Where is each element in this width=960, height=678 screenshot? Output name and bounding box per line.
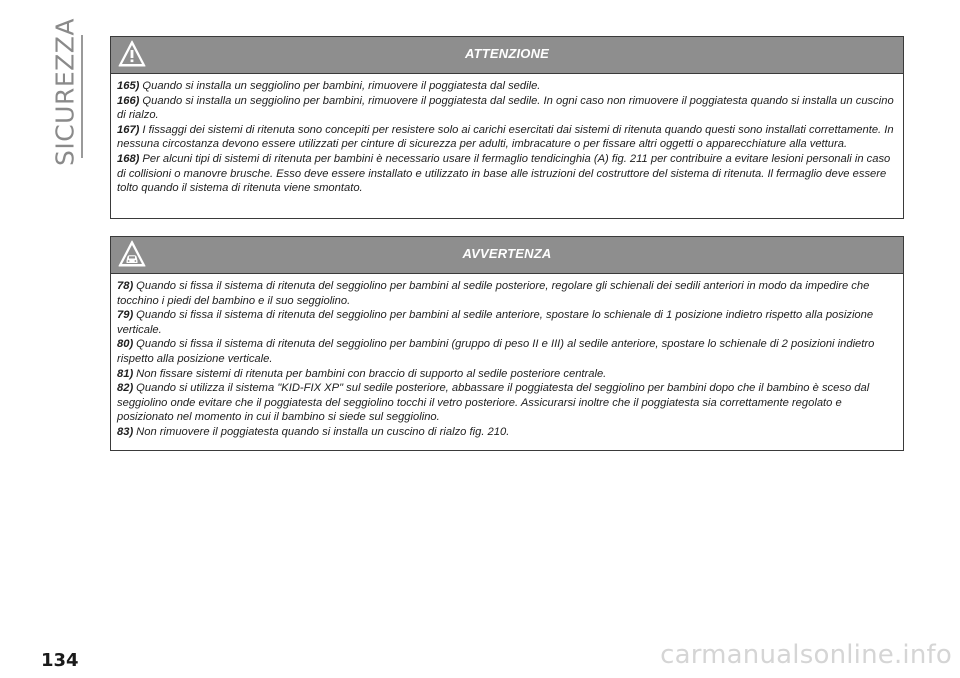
note-number: 166) — [117, 94, 140, 107]
note-text: Quando si installa un seggiolino per bambini, rimuovere il poggiatesta dal sedile. — [142, 80, 541, 92]
note-text: I fissaggi dei sistemi di ritenuta sono concepiti per resistere solo ai carichi esercitati dai sistemi di ritenuta quando questi sono installati correttamente. In nessuna circostanza devono essere utilizzati per cinture di sicurezza per adulti, imbracature o per fissare altri oggetti o apparecchiature alla vettura. — [117, 123, 894, 151]
note-number: 165) — [117, 80, 140, 92]
note-number: 78) — [117, 280, 134, 292]
avvertenza-header — [111, 237, 903, 274]
avvertenza-title: AVVERTENZA — [462, 246, 552, 261]
note-text: Quando si fissa il sistema di ritenuta del seggiolino per bambini (gruppo di peso II e III) al sedile anteriore, spostare lo schienale di 2 posizioni indietro rispetto alla posizione verticale. — [117, 338, 875, 365]
avvertenza-notes — [111, 274, 903, 440]
note-text: Non fissare sistemi di ritenuta per bambini con braccio di supporto al sedile posteriore centrale. — [136, 367, 607, 380]
note-item — [117, 308, 895, 337]
note-number: 83) — [117, 425, 134, 438]
avvertenza-box — [110, 236, 904, 451]
attenzione-notes — [111, 74, 903, 196]
note-text: Quando si fissa il sistema di ritenuta del seggiolino per bambini al sedile posteriore, regolare gli schienali dei sedili anteriori in modo da impedire che tocchino i piedi del bambino e il suo seggiolino. — [117, 280, 870, 307]
note-text: Quando si fissa il sistema di ritenuta del seggiolino per bambini al sedile anteriore, spostare lo schienale di 1 posizione indietro rispetto alla posizione verticale. — [117, 309, 874, 336]
note-item — [117, 279, 895, 308]
note-number: 80) — [117, 338, 134, 351]
note-text: Non rimuovere il poggiatesta quando si installa un cuscino di rialzo fig. 210. — [136, 425, 510, 438]
attenzione-box — [110, 36, 904, 219]
note-text: Quando si installa un seggiolino per bambini, rimuovere il poggiatesta dal sedile. In ogni caso non rimuovere il poggiatesta quando si installa un cuscino di rialzo. — [117, 94, 894, 122]
attenzione-title: ATTENZIONE — [464, 46, 550, 61]
note-text: Quando si utilizza il sistema "KID-FIX XP" sul sedile posteriore, abbassare il poggiatesta del seggiolino per bambini dopo che il bambino è sceso dal seggiolino onde evitare che il poggiatesta del seggiolino tocchi il vetro posteriore. Assicurarsi inoltre che il poggiatesta sia correttamente regolato e posizionato nel momento in cui il bambino si siede sul seggiolino. — [117, 382, 870, 424]
note-number: 82) — [117, 382, 134, 395]
watermark: carmanualsonline.info — [660, 640, 952, 670]
note-item — [117, 425, 895, 440]
section-tab-label: SICUREZZA — [50, 17, 80, 167]
note-number: 167) — [117, 123, 140, 136]
page-number: 134 — [41, 650, 79, 671]
note-item — [117, 79, 895, 94]
note-number: 79) — [117, 309, 134, 322]
section-tab-divider — [81, 35, 83, 158]
note-item — [117, 94, 895, 123]
note-text: Per alcuni tipi di sistemi di ritenuta per bambini è necessario usare il fermaglio tendicinghia (A) fig. 211 per contribuire a evitare lesioni personali in caso di collisioni o manovre brusche. Esso deve essere installato e utilizzato in base alle istruzioni del costruttore del sistema di ritenuta. Il fermaglio deve essere tolto quando il sistema di ritenuta viene smontato. — [117, 152, 891, 195]
note-item — [117, 123, 895, 152]
note-item — [117, 337, 895, 366]
note-item — [117, 367, 895, 382]
note-number: 81) — [117, 367, 134, 380]
note-item — [117, 381, 895, 425]
note-item — [117, 152, 895, 196]
note-number: 168) — [117, 152, 140, 165]
attenzione-header — [111, 37, 903, 74]
